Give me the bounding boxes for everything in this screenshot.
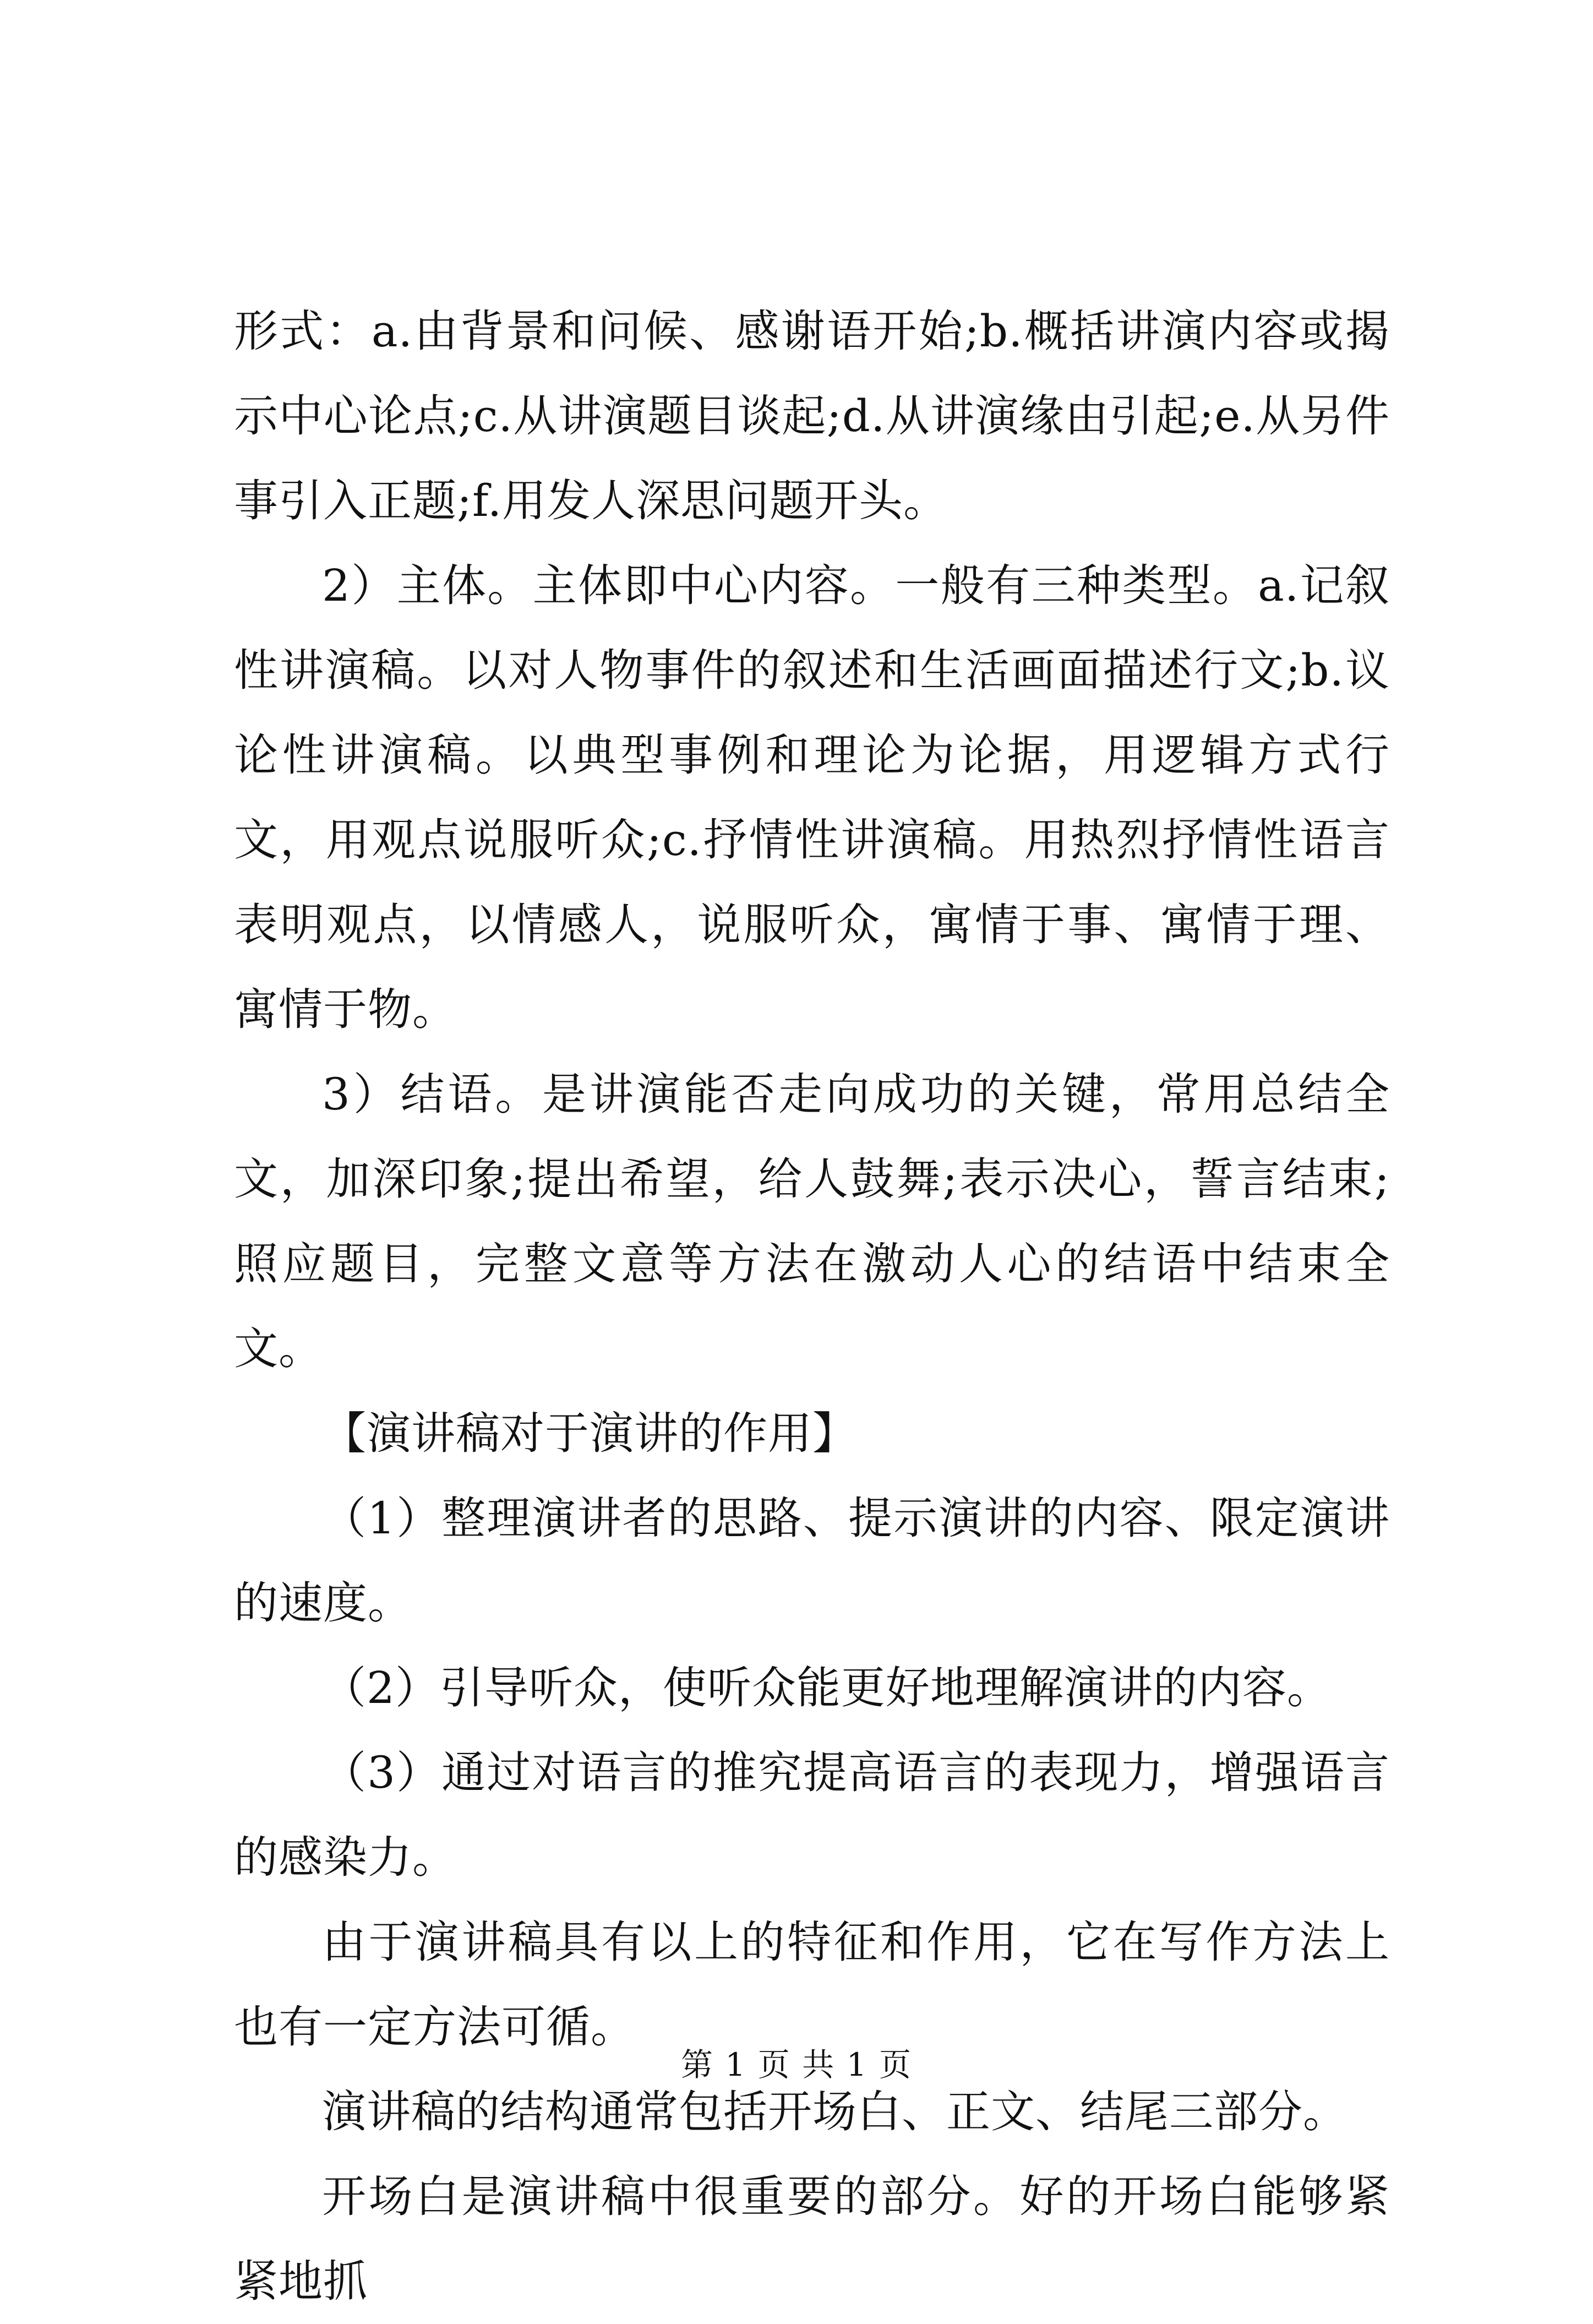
page-number-footer: 第 1 页 共 1 页 <box>681 2046 912 2083</box>
paragraph-role-2: （2）引导听众，使听众能更好地理解演讲的内容。 <box>322 1662 1332 1713</box>
paragraph-role-3: （3）通过对语言的推究提高语言的表现力，增强语言的感染力。 <box>234 1747 1390 1883</box>
section-heading-speech-role: 【演讲稿对于演讲的作用】 <box>322 1408 857 1459</box>
paragraph-structure: 演讲稿的结构通常包括开场白、正文、结尾三部分。 <box>322 2086 1347 2137</box>
paragraph-opening-forms: 形式：a.由背景和问候、感谢语开始;b.概括讲演内容或揭示中心论点;c.从讲演题目谈起;d.从讲演缘由引起;e.从另件事引入正题;f.用发人深思问题开头。 <box>234 306 1390 526</box>
paragraph-main-body: 2）主体。主体即中心内容。一般有三种类型。a.记叙性讲演稿。以对人物事件的叙述和生活画面描述行文;b.议论性讲演稿。以典型事例和理论为论据，用逻辑方式行文，用观点说服听众;c.抒情性讲演稿。用热烈抒情性语言表明观点，以情感人，说服听众，寓情于事、寓情于理、寓情于物。 <box>234 560 1390 1035</box>
paragraph-conclusion: 3）结语。是讲演能否走向成功的关键，常用总结全文，加深印象;提出希望，给人鼓舞;表示决心，誓言结束;照应题目，完整文意等方法在激动人心的结语中结束全文。 <box>234 1069 1390 1374</box>
paragraph-role-1: （1）整理演讲者的思路、提示演讲的内容、限定演讲的速度。 <box>234 1493 1390 1629</box>
paragraph-opening-importance: 开场白是演讲稿中很重要的部分。好的开场白能够紧紧地抓 <box>234 2171 1390 2307</box>
paragraph-writing-method: 由于演讲稿具有以上的特征和作用，它在写作方法上也有一定方法可循。 <box>234 1917 1390 2053</box>
document-body <box>234 289 1390 2324</box>
